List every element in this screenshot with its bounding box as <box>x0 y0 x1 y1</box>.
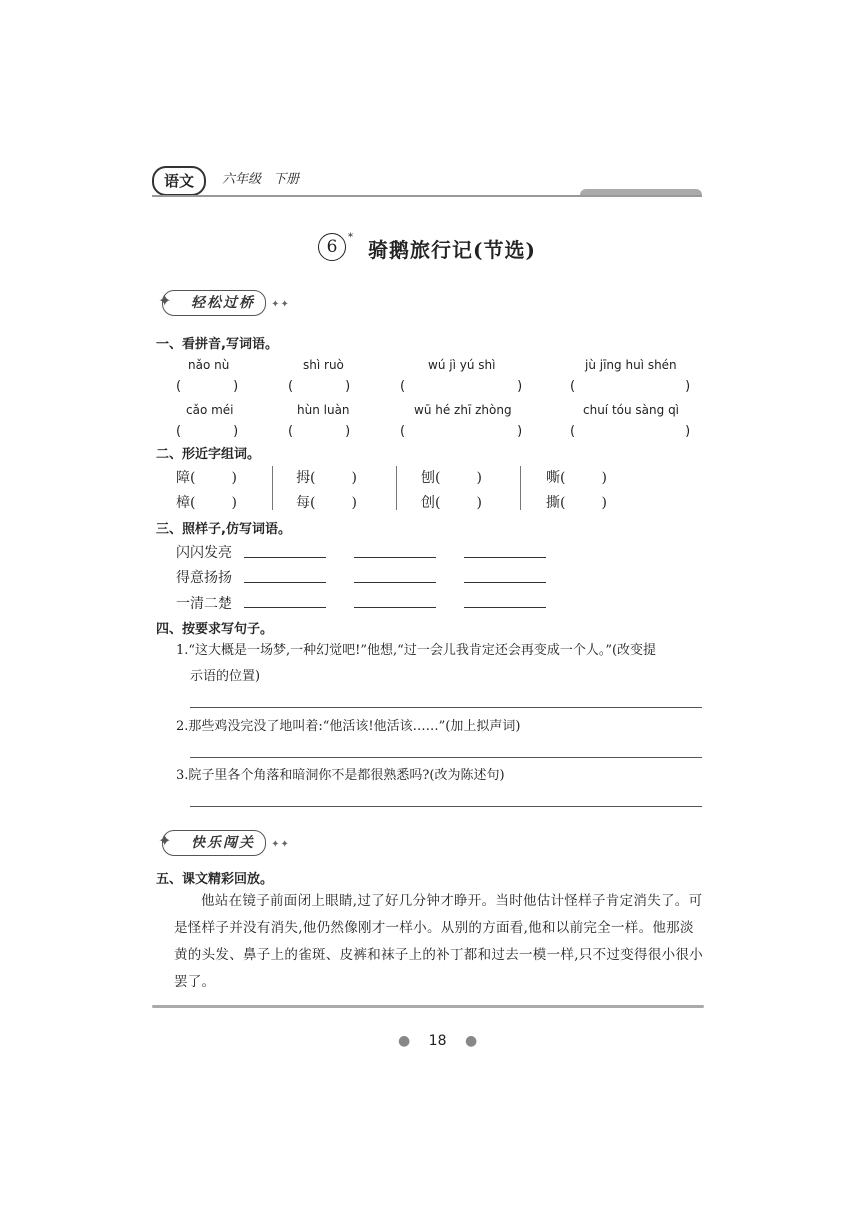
pinyin-item: cǎo méi <box>186 403 234 417</box>
example-word: 闪闪发亮 <box>176 545 232 561</box>
answer-blank[interactable] <box>244 607 326 608</box>
column-divider <box>272 466 273 510</box>
pinyin-item: shì ruò <box>303 358 344 372</box>
pinyin-item: chuí tóu sàng qì <box>583 403 680 417</box>
answer-blank[interactable] <box>464 557 546 558</box>
example-word: 得意扬扬 <box>176 570 232 586</box>
answer-bracket[interactable]: ( ) <box>570 379 691 394</box>
pinyin-item: nǎo nù <box>188 358 230 372</box>
answer-bracket[interactable]: ( ) <box>570 424 691 439</box>
question-3-title: 三、照样子,仿写词语。 <box>156 522 291 537</box>
dot-icon: ● <box>464 1033 478 1049</box>
similar-char-item[interactable]: 樟( ) <box>176 495 237 511</box>
star-icon: ✦ <box>158 291 172 310</box>
sentence-task-3: 3.院子里各个角落和暗洞你不是都很熟悉吗?(改为陈述句) <box>176 768 505 783</box>
question-1-title: 一、看拼音,写词语。 <box>156 337 278 352</box>
section-banner-1 <box>158 290 290 316</box>
grade-label <box>222 168 299 187</box>
dot-icon: ● <box>398 1033 411 1049</box>
similar-char-item[interactable]: 撕( ) <box>546 495 607 511</box>
answer-line[interactable] <box>190 806 702 807</box>
section-banner-2-label: 快乐闯关 <box>162 830 266 856</box>
grade-text: 六年级 <box>222 172 262 187</box>
similar-char-item[interactable]: 创( ) <box>421 495 482 511</box>
answer-bracket[interactable]: ( ) <box>400 379 523 394</box>
lesson-star: * <box>348 232 353 243</box>
star-icon: ✦ <box>158 831 172 850</box>
example-word: 一清二楚 <box>176 596 232 612</box>
sentence-task-2: 2.那些鸡没完没了地叫着:“他活该!他活该……”(加上拟声词) <box>176 719 521 734</box>
question-2-title: 二、形近字组词。 <box>156 447 261 462</box>
page-number-row <box>398 1033 477 1049</box>
answer-bracket[interactable]: ( ) <box>288 379 351 394</box>
pinyin-item: wū hé zhī zhòng <box>414 403 512 417</box>
stars-icon: ✦✦ <box>271 839 290 850</box>
similar-char-item[interactable]: 每( ) <box>296 495 357 511</box>
header-divider <box>152 195 702 197</box>
answer-blank[interactable] <box>464 607 546 608</box>
passage-text: 他站在镜子前面闭上眼睛,过了好几分钟才睁开。当时他估计怪样子肯定消失了。可是怪样子并没有消失,他仍然像刚才一样小。从别的方面看,他和以前完全一样。他那淡黄的头发、鼻子上的雀斑、皮裤和袜子上的补丁都和过去一模一样,只不过变得很小很小罢了。 <box>174 893 703 990</box>
pinyin-item: jù jīng huì shén <box>585 358 677 372</box>
section-banner-1-label: 轻松过桥 <box>162 290 266 316</box>
lesson-title: 骑鹅旅行记(节选) <box>368 238 536 262</box>
answer-bracket[interactable]: ( ) <box>176 424 239 439</box>
pinyin-item: hùn luàn <box>297 403 350 417</box>
sentence-task-1: 1.“这大概是一场梦,一种幻觉吧!”他想,“过一会儿我肯定还会再变成一个人。”(改变提 示语的位置) <box>176 643 657 684</box>
answer-bracket[interactable]: ( ) <box>176 379 239 394</box>
answer-line[interactable] <box>190 707 702 708</box>
question-4-title: 四、按要求写句子。 <box>156 622 274 637</box>
similar-char-item[interactable]: 拇( ) <box>296 470 357 486</box>
page-number: 18 <box>428 1033 447 1049</box>
pinyin-item: wú jì yú shì <box>428 358 496 372</box>
answer-blank[interactable] <box>244 557 326 558</box>
similar-char-item[interactable]: 刨( ) <box>421 470 482 486</box>
subject-badge: 语文 <box>152 166 206 196</box>
answer-blank[interactable] <box>354 607 436 608</box>
answer-blank[interactable] <box>244 582 326 583</box>
answer-blank[interactable] <box>464 582 546 583</box>
section-banner-2 <box>158 830 290 856</box>
volume-text: 下册 <box>273 172 300 187</box>
similar-char-item[interactable]: 障( ) <box>176 470 237 486</box>
column-divider <box>396 466 397 510</box>
question-5-title: 五、课文精彩回放。 <box>156 872 274 887</box>
lesson-number: 6 <box>318 233 346 261</box>
answer-bracket[interactable]: ( ) <box>400 424 523 439</box>
answer-blank[interactable] <box>354 582 436 583</box>
column-divider <box>520 466 521 510</box>
stars-icon: ✦✦ <box>271 299 290 310</box>
answer-bracket[interactable]: ( ) <box>288 424 351 439</box>
footer-divider <box>152 1005 704 1008</box>
answer-line[interactable] <box>190 757 702 758</box>
answer-blank[interactable] <box>354 557 436 558</box>
similar-char-item[interactable]: 嘶( ) <box>546 470 607 486</box>
